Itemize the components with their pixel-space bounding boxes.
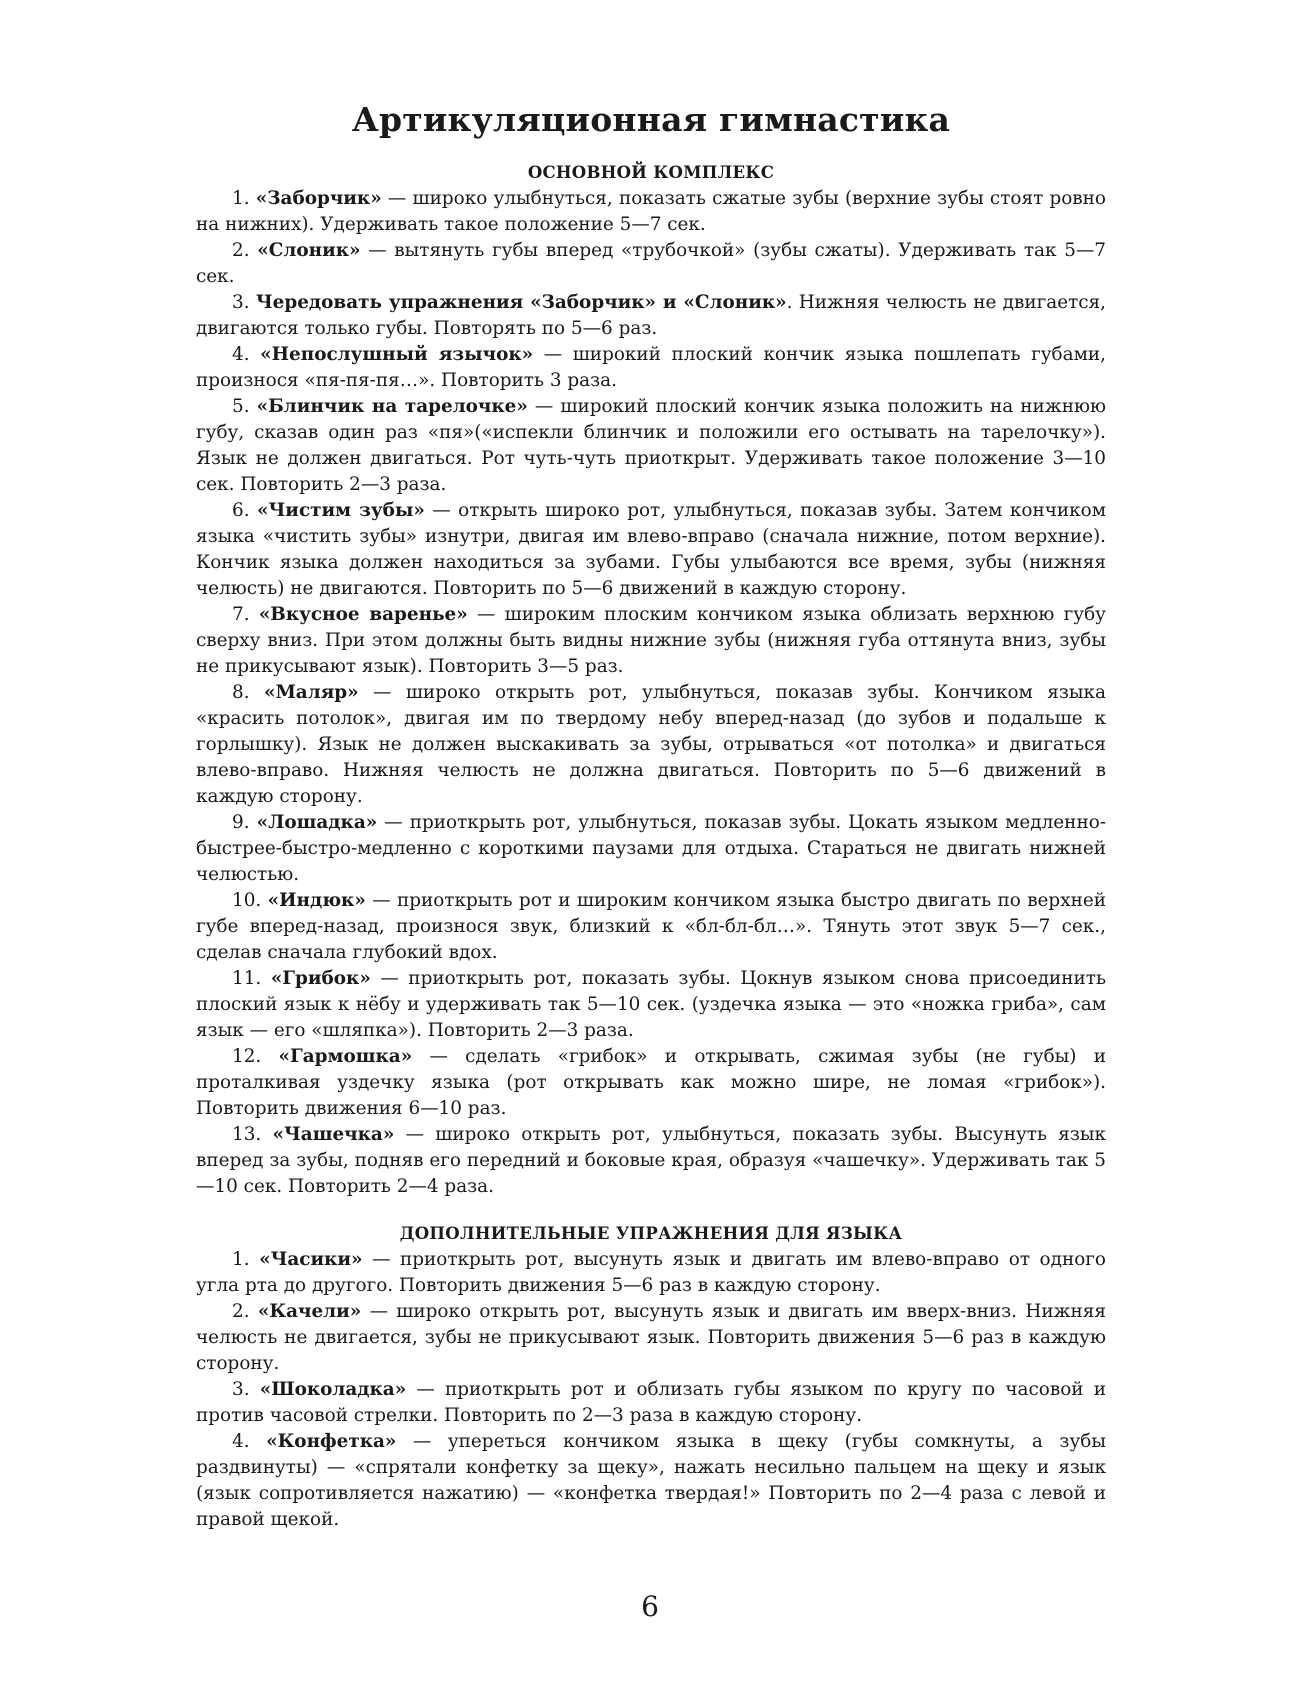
exercise-item <box>196 394 1106 498</box>
exercise-name: «Слоник» <box>257 240 361 261</box>
page-content <box>196 100 1106 1533</box>
exercise-number: 2. <box>232 240 250 261</box>
item-list <box>196 1247 1106 1533</box>
exercise-item <box>196 290 1106 342</box>
exercise-name: «Часики» <box>259 1249 363 1270</box>
page-title: Артикуляционная гимнастика <box>351 100 951 139</box>
exercise-item <box>196 342 1106 394</box>
exercise-description: — широко открыть рот, высунуть язык и двигать им вверх-вниз. Нижняя челюсть не двигается, зубы не прикусывают язык. Повторить движения 5—6 раз в каждую сторону. <box>196 1301 1106 1374</box>
exercise-description: — приоткрыть рот и широким кончиком языка быстро двигать по верхней губе вперед-назад, произнося звук, близкий к «бл-бл-бл…». Тянуть этот звук 5—7 сек., сделав сначала глубокий вдох. <box>196 890 1106 963</box>
exercise-number: 3. <box>232 1379 250 1400</box>
exercise-name: «Блинчик на тарелочке» <box>256 396 528 417</box>
exercise-number: 4. <box>232 344 250 365</box>
exercise-number: 12. <box>232 1046 262 1067</box>
section-main <box>196 163 1106 1200</box>
exercise-description: — широко открыть рот, улыбнуться, показать зубы. Высунуть язык вперед за зубы, подняв его передний и боковые края, образуя «чашечку». Удерживать так 5—10 сек. Повторить 2—4 раза. <box>196 1124 1106 1197</box>
exercise-name: «Маляр» <box>263 682 359 703</box>
exercise-item <box>196 602 1106 680</box>
exercise-description: — широкий плоский кончик языка пошлепать губами, произнося «пя-пя-пя…». Повторить 3 раза. <box>196 344 1107 391</box>
exercise-name: «Грибок» <box>270 968 371 989</box>
exercise-name: «Конфетка» <box>266 1431 397 1452</box>
section-additional <box>196 1224 1106 1533</box>
section-heading: ОСНОВНОЙ КОМПЛЕКС <box>527 163 775 182</box>
exercise-item <box>196 966 1106 1044</box>
exercise-name: «Лошадка» <box>256 812 378 833</box>
exercise-item <box>196 888 1106 966</box>
exercise-item <box>196 238 1106 290</box>
exercise-name: «Заборчик» <box>255 188 382 209</box>
exercise-number: 10. <box>232 890 262 911</box>
exercise-number: 4. <box>232 1431 250 1452</box>
exercise-number: 1. <box>232 1249 250 1270</box>
exercise-description: — открыть широко рот, улыбнуться, показав зубы. Затем кончиком языка «чистить зубы» изнутри, двигая им влево-вправо (сначала нижние, потом верхние). Кончик языка должен находиться за зубами. Губы улыбаются все время, зубы (нижняя челюсть) не двигаются. Повторить по 5—6 движений в каждую сторону. <box>196 500 1106 599</box>
exercise-item <box>196 680 1106 810</box>
item-list <box>196 186 1106 1200</box>
exercise-description: — приоткрыть рот, высунуть язык и двигать им влево-вправо от одного угла рта до другого. Повторить движения 5—6 раз в каждую сторону. <box>196 1249 1106 1296</box>
exercise-item <box>196 810 1106 888</box>
exercise-item <box>196 1299 1106 1377</box>
page-number: 6 <box>641 1590 659 1623</box>
exercise-description: — сделать «грибок» и открывать, сжимая зубы (не губы) и проталкивая уздечку языка (рот открывать как можно шире, не ломая «грибок»). Повторить движения 6—10 раз. <box>196 1046 1106 1119</box>
exercise-description: — широкий плоский кончик языка положить на нижнюю губу, сказав один раз «пя»(«испекли блинчик и положили его остывать на тарелочку»). Язык не должен двигаться. Рот чуть-чуть приоткрыт. Удерживать такое положение 3—10 сек. Повторить 2—3 раза. <box>196 396 1106 495</box>
exercise-name: «Индюк» <box>267 890 366 911</box>
exercise-name: «Чистим зубы» <box>257 500 425 521</box>
exercise-description: — широко улыбнуться, показать сжатые зубы (верхние зубы стоят ровно на нижних). Удерживать такое положение 5—7 сек. <box>196 188 1106 235</box>
exercise-name: «Вкусное варенье» <box>258 604 468 625</box>
exercise-description: — приоткрыть рот и облизать губы языком по кругу по часовой и против часовой стрелки. Повторить по 2—3 раза в каждую сторону. <box>196 1379 1106 1426</box>
exercise-number: 1. <box>232 188 250 209</box>
exercise-number: 13. <box>232 1124 262 1145</box>
exercise-number: 9. <box>232 812 250 833</box>
exercise-item <box>196 1377 1106 1429</box>
exercise-name: «Шоколадка» <box>259 1379 407 1400</box>
exercise-description: — приоткрыть рот, улыбнуться, показав зубы. Цокать языком медленно-быстрее-быстро-медленно с короткими паузами для отдыха. Стараться не двигать нижней челюстью. <box>196 812 1106 885</box>
exercise-number: 3. <box>232 292 250 313</box>
exercise-number: 11. <box>232 968 262 989</box>
exercise-description: — вытянуть губы вперед «трубочкой» (зубы сжаты). Удерживать так 5—7 сек. <box>196 240 1106 287</box>
exercise-number: 8. <box>232 682 250 703</box>
exercise-item <box>196 186 1106 238</box>
exercise-description: — широким плоским кончиком языка облизать верхнюю губу сверху вниз. При этом должны быть видны нижние зубы (нижняя губа оттянута вниз, зубы не прикусывают язык). Повторить 3—5 раз. <box>196 604 1106 677</box>
exercise-name: «Непослушный язычок» <box>260 344 534 365</box>
exercise-number: 7. <box>232 604 250 625</box>
exercise-description: — приоткрыть рот, показать зубы. Цокнув языком снова присоединить плоский язык к нёбу и удерживать так 5—10 сек. (уздечка языка — это «ножка гриба», сам язык — его «шляпка»). Повторить 2—3 раза. <box>196 968 1106 1041</box>
section-heading: ДОПОЛНИТЕЛЬНЫЕ УПРАЖНЕНИЯ ДЛЯ ЯЗЫКА <box>399 1224 903 1243</box>
exercise-item <box>196 498 1106 602</box>
exercise-name: Чередовать упражнения «Заборчик» и «Слоник» <box>255 292 787 313</box>
exercise-item <box>196 1122 1106 1200</box>
exercise-item <box>196 1429 1106 1533</box>
exercise-name: «Гармошка» <box>278 1046 413 1067</box>
exercise-number: 6. <box>232 500 250 521</box>
exercise-number: 2. <box>232 1301 250 1322</box>
exercise-item <box>196 1247 1106 1299</box>
exercise-name: «Качели» <box>257 1301 362 1322</box>
exercise-item <box>196 1044 1106 1122</box>
exercise-description: — упереться кончиком языка в щеку (губы сомкнуты, а зубы раздвинуты) — «спрятали конфетку за щеку», нажать несильно пальцем на щеку и язык (язык сопротивляется нажатию) — «конфетка твердая!» Повторить по 2—4 раза с левой и правой щекой. <box>196 1431 1106 1530</box>
exercise-name: «Чашечка» <box>272 1124 395 1145</box>
exercise-description: — широко открыть рот, улыбнуться, показав зубы. Кончиком языка «красить потолок», двигая им по твердому небу вперед-назад (до зубов и подальше к горлышку). Язык не должен выскакивать за зубы, отрываться «от потолка» и двигаться влево-вправо. Нижняя челюсть не должна двигаться. Повторить по 5—6 движений в каждую сторону. <box>196 682 1106 807</box>
exercise-number: 5. <box>232 396 250 417</box>
exercise-description: . Нижняя челюсть не двигается, двигаются только губы. Повторять по 5—6 раз. <box>196 292 1106 339</box>
